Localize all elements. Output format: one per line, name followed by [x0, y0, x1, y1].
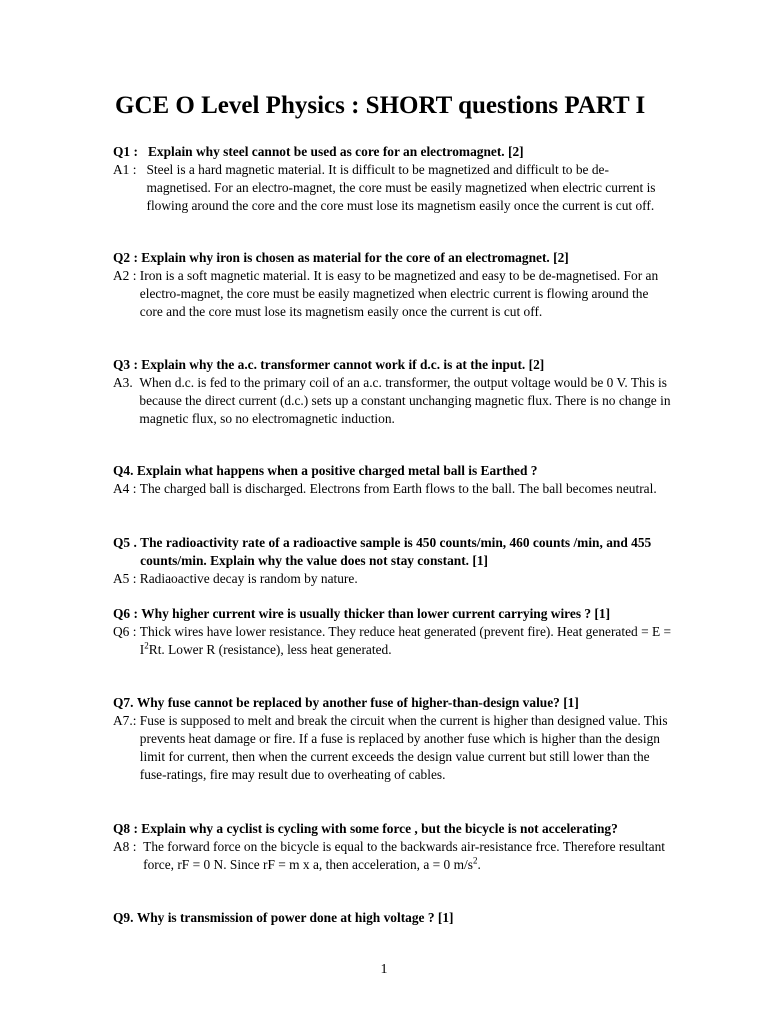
question-8 [113, 820, 673, 838]
question-text: Why higher current wire is usually thicker than lower current carrying wires ? [1] [141, 606, 611, 621]
qa-block-3 [113, 356, 673, 428]
answer-text: The charged ball is discharged. Electrons from Earth flows to the ball. The ball becomes neutral. [139, 481, 657, 496]
qa-block-5 [113, 534, 673, 588]
answer-4 [113, 480, 673, 498]
question-label: Q9. [113, 910, 137, 925]
question-text: Explain why a cyclist is cycling with some force , but the bicycle is not accelerating? [141, 821, 618, 836]
answer-label: A5 : [113, 571, 140, 586]
question-7 [113, 694, 673, 712]
question-3 [113, 356, 673, 374]
question-label: Q8 : [113, 821, 142, 836]
answer-text: Fuse is supposed to melt and break the circuit when the current is higher than designed value. This prevents heat damage or fire. If a fuse is replaced by another fuse which is higher than the design limit for current, then when the current exceeds the design value current but still lower than the fuse-ratings, fire may result due to overheating of cables. [139, 713, 668, 782]
question-label: Q6 : [113, 606, 142, 621]
question-text: Explain what happens when a positive charged metal ball is Earthed ? [136, 463, 538, 478]
qa-block-8 [113, 820, 673, 874]
qa-block-2 [113, 249, 673, 321]
question-text: Why is transmission of power done at high voltage ? [1] [136, 910, 454, 925]
answer-3 [113, 374, 673, 428]
question-6 [113, 605, 673, 623]
answer-2 [113, 267, 673, 321]
answer-5 [113, 570, 673, 588]
question-text: Explain why steel cannot be used as core for an electromagnet. [2] [147, 144, 524, 159]
question-label: Q2 : [113, 250, 142, 265]
superscript: 2 [472, 855, 478, 866]
answer-text: When d.c. is fed to the primary coil of an a.c. transformer, the output voltage would be 0 V. This is because the direct current (d.c.) sets up a constant unchanging magnetic flux. There is no change in magnetic flux, so no electromagnetic induction. [139, 375, 671, 426]
answer-text-part: The forward force on the bicycle is equal to the backwards air-resistance frce. Therefore resultant force, rF = 0 N. Since rF = m x a, then acceleration, a = 0 m/s [143, 839, 665, 872]
question-1 [113, 143, 673, 161]
qa-block-7 [113, 694, 673, 784]
answer-text: Radiaoactive decay is random by nature. [139, 571, 358, 586]
answer-label: A1 : [113, 162, 147, 177]
page-number: 1 [380, 962, 388, 977]
answer-1 [113, 161, 673, 215]
question-9 [113, 909, 673, 927]
question-2 [113, 249, 673, 267]
qa-block-4 [113, 462, 673, 498]
answer-label: A8 : [113, 839, 144, 854]
question-label: Q1 : [113, 144, 148, 159]
question-4 [113, 462, 673, 480]
question-5 [113, 534, 673, 570]
answer-6 [113, 623, 673, 659]
question-text: Why fuse cannot be replaced by another fuse of higher-than-design value? [1] [136, 695, 579, 710]
answer-label: A2 : [113, 268, 140, 283]
answer-label: A3. [113, 375, 140, 390]
answer-text-part: . [477, 857, 481, 872]
question-label: Q4. [113, 463, 137, 478]
answer-label: A7.: [113, 713, 140, 728]
question-label: Q3 : [113, 357, 142, 372]
qa-block-9 [113, 909, 673, 927]
question-text: Explain why the a.c. transformer cannot work if d.c. is at the input. [2] [141, 357, 545, 372]
qa-block-6 [113, 605, 673, 659]
question-label: Q7. [113, 695, 137, 710]
answer-text [143, 838, 673, 874]
answer-text-part: Rt. Lower R (resistance), less heat generated. [148, 642, 392, 657]
question-label: Q5 . [113, 535, 141, 550]
answer-7 [113, 712, 673, 784]
superscript: 2 [144, 640, 149, 651]
question-text: The radioactivity rate of a radioactive sample is 450 counts/min, 460 counts /min, and 455 counts/min. Explain why the value does not stay constant. [1] [140, 535, 652, 568]
page-title: GCE O Level Physics : SHORT questions PART I [115, 92, 646, 119]
answer-text-part: Thick wires have lower resistance. They reduce heat generated (prevent fire). Heat generated = E = I [139, 624, 672, 657]
qa-block-1 [113, 143, 673, 215]
answer-8 [113, 838, 673, 874]
answer-label: Q6 : [113, 624, 140, 639]
question-text: Explain why iron is chosen as material for the core of an electromagnet. [2] [141, 250, 569, 265]
answer-text: Steel is a hard magnetic material. It is difficult to be magnetized and difficult to be de-magnetised. For an electro-magnet, the core must be easily magnetized when electric current is flowing around the core and the core must lose its magnetism easily once the current is cut off. [146, 162, 656, 213]
answer-label: A4 : [113, 481, 140, 496]
answer-text [140, 623, 673, 659]
answer-text: Iron is a soft magnetic material. It is easy to be magnetized and easy to be de-magnetised. For an electro-magnet, the core must be easily magnetized when electric current is flowing around the core and the core must lose its magnetism easily once the current is cut off. [139, 268, 659, 319]
